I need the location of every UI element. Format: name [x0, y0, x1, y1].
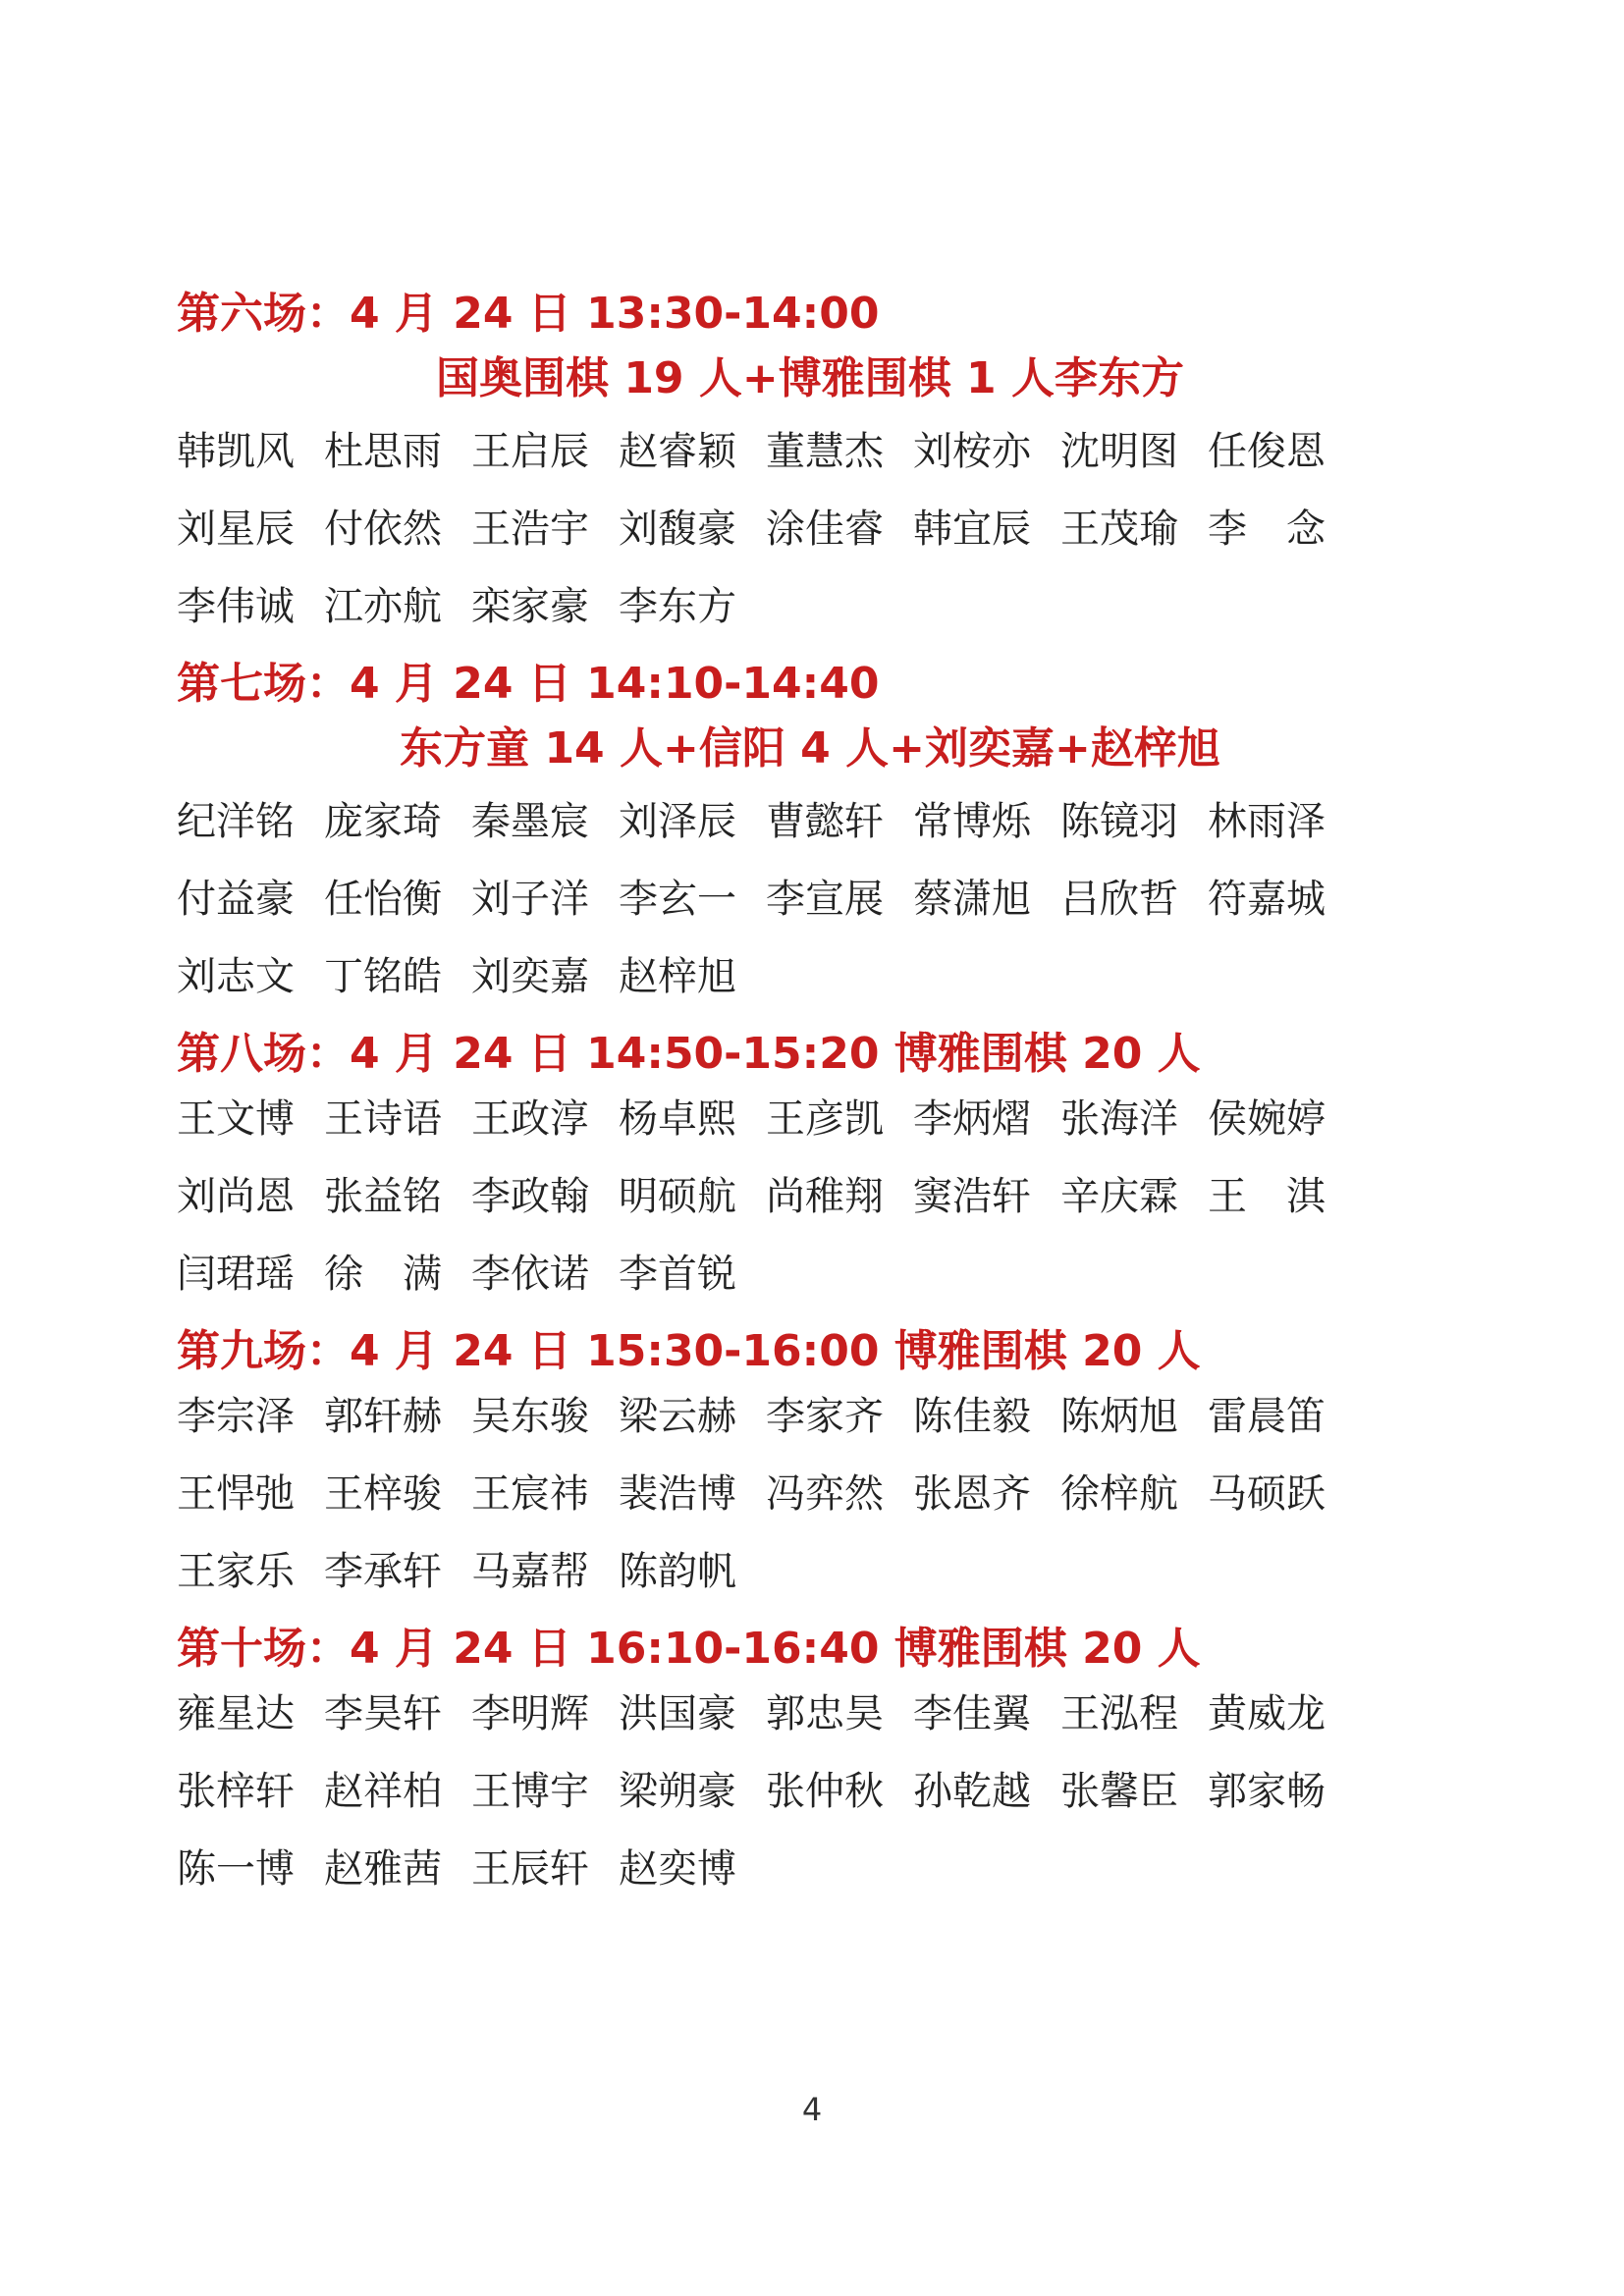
participant-name: 王悍弛 [177, 1471, 295, 1517]
participant-name: 庞家琦 [324, 799, 442, 844]
participant-name: 冯弈然 [766, 1471, 884, 1517]
participant-name: 李家齐 [766, 1394, 884, 1439]
names-row [177, 794, 1443, 872]
participant-name: 刘尚恩 [177, 1174, 295, 1219]
participant-name: 王诗语 [324, 1096, 442, 1142]
participant-name: 李政翰 [471, 1174, 589, 1219]
participant-name: 李首锐 [619, 1252, 736, 1297]
participant-name: 刘泽辰 [619, 799, 736, 844]
names-row [177, 502, 1443, 579]
participant-name: 董慧杰 [766, 429, 884, 474]
participant-name: 杨卓熙 [619, 1096, 736, 1142]
participant-name: 江亦航 [324, 584, 442, 629]
participant-name: 陈佳毅 [913, 1394, 1031, 1439]
participant-name: 任怡衡 [324, 877, 442, 922]
names-row [177, 424, 1443, 502]
participant-name: 郭忠昊 [766, 1691, 884, 1736]
participant-name: 杜思雨 [324, 429, 442, 474]
participant-name: 刘子洋 [471, 877, 589, 922]
participant-name: 李东方 [619, 584, 736, 629]
participant-name: 李昊轩 [324, 1691, 442, 1736]
names-row [177, 949, 1443, 1027]
participant-name: 张恩齐 [913, 1471, 1031, 1517]
participant-name: 李依诺 [471, 1252, 589, 1297]
session-block [177, 657, 1443, 1027]
participant-name: 王家乐 [177, 1549, 295, 1594]
participant-name: 李玄一 [619, 877, 736, 922]
participant-name: 李佳翼 [913, 1691, 1031, 1736]
session-heading: 第八场：4 月 24 日 14:50-15:20 博雅围棋 20 人 [177, 1029, 1201, 1079]
participant-name: 李宣展 [766, 877, 884, 922]
participant-name: 陈炳旭 [1060, 1394, 1178, 1439]
participant-name: 李炳熠 [913, 1096, 1031, 1142]
participant-name: 马嘉帮 [471, 1549, 589, 1594]
schedule-content [177, 287, 1443, 1919]
names-row [177, 1544, 1443, 1622]
participant-name: 赵奕博 [619, 1846, 736, 1892]
participant-name: 赵祥柏 [324, 1769, 442, 1814]
participant-name: 符嘉城 [1208, 877, 1326, 922]
participant-name: 沈明图 [1060, 429, 1178, 474]
participant-name: 赵雅茜 [324, 1846, 442, 1892]
participant-name: 王泓程 [1060, 1691, 1178, 1736]
participant-name: 王启辰 [471, 429, 589, 474]
participant-name: 刘馥豪 [619, 507, 736, 552]
participant-name: 梁朔豪 [619, 1769, 736, 1814]
names-row [177, 1764, 1443, 1842]
participant-name: 黄威龙 [1208, 1691, 1326, 1736]
participant-name: 吴东骏 [471, 1394, 589, 1439]
names-row [177, 1467, 1443, 1544]
participant-name: 栾家豪 [471, 584, 589, 629]
participant-name: 郭家畅 [1208, 1769, 1326, 1814]
session-heading: 第七场：4 月 24 日 14:10-14:40 [177, 659, 880, 709]
participant-name: 张馨臣 [1060, 1769, 1178, 1814]
participant-name: 丁铭皓 [324, 954, 442, 999]
participant-name: 裴浩博 [619, 1471, 736, 1517]
session-block [177, 1027, 1443, 1324]
participant-name: 陈韵帆 [619, 1549, 736, 1594]
participant-name: 王宸祎 [471, 1471, 589, 1517]
participant-name: 曹懿轩 [766, 799, 884, 844]
participant-name: 王辰轩 [471, 1846, 589, 1892]
participant-name: 李承轩 [324, 1549, 442, 1594]
session-subheading: 国奥围棋 19 人+博雅围棋 1 人李东方 [436, 353, 1184, 403]
participant-name: 李明辉 [471, 1691, 589, 1736]
names-row [177, 579, 1443, 657]
participant-name: 尚稚翔 [766, 1174, 884, 1219]
participant-name: 赵梓旭 [619, 954, 736, 999]
participant-name: 明硕航 [619, 1174, 736, 1219]
participant-name: 王彦凯 [766, 1096, 884, 1142]
participant-name: 雍星达 [177, 1691, 295, 1736]
names-row [177, 872, 1443, 949]
participant-name: 韩凯风 [177, 429, 295, 474]
participant-name: 孙乾越 [913, 1769, 1031, 1814]
session-subheading: 东方童 14 人+信阳 4 人+刘奕嘉+赵梓旭 [400, 723, 1220, 774]
page-number: 4 [801, 2091, 823, 2128]
participant-name: 张梓轩 [177, 1769, 295, 1814]
participant-name: 梁云赫 [619, 1394, 736, 1439]
names-row [177, 1842, 1443, 1919]
participant-name: 窦浩轩 [913, 1174, 1031, 1219]
participant-name: 李宗泽 [177, 1394, 295, 1439]
participant-name: 林雨泽 [1208, 799, 1326, 844]
participant-name: 王 淇 [1208, 1174, 1326, 1219]
session-block [177, 1324, 1443, 1622]
participant-name: 张益铭 [324, 1174, 442, 1219]
participant-name: 刘奕嘉 [471, 954, 589, 999]
participant-name: 徐梓航 [1060, 1471, 1178, 1517]
participant-name: 常博烁 [913, 799, 1031, 844]
participant-name: 纪洋铭 [177, 799, 295, 844]
participant-name: 刘星辰 [177, 507, 295, 552]
participant-name: 洪国豪 [619, 1691, 736, 1736]
participant-name: 任俊恩 [1208, 429, 1326, 474]
names-row [177, 1247, 1443, 1324]
session-heading: 第九场：4 月 24 日 15:30-16:00 博雅围棋 20 人 [177, 1326, 1201, 1376]
participant-name: 王浩宇 [471, 507, 589, 552]
participant-name: 张海洋 [1060, 1096, 1178, 1142]
participant-name: 徐 满 [324, 1252, 442, 1297]
participant-name: 侯婉婷 [1208, 1096, 1326, 1142]
participant-name: 付依然 [324, 507, 442, 552]
names-row [177, 1686, 1443, 1764]
participant-name: 吕欣哲 [1060, 877, 1178, 922]
names-row [177, 1169, 1443, 1247]
participant-name: 王政淳 [471, 1096, 589, 1142]
names-row [177, 1092, 1443, 1169]
participant-name: 韩宜辰 [913, 507, 1031, 552]
participant-name: 马硕跃 [1208, 1471, 1326, 1517]
participant-name: 雷晨笛 [1208, 1394, 1326, 1439]
session-block [177, 1622, 1443, 1919]
participant-name: 郭轩赫 [324, 1394, 442, 1439]
session-block [177, 287, 1443, 657]
participant-name: 秦墨宸 [471, 799, 589, 844]
participant-name: 蔡潇旭 [913, 877, 1031, 922]
participant-name: 赵睿颖 [619, 429, 736, 474]
participant-name: 辛庆霖 [1060, 1174, 1178, 1219]
participant-name: 陈一博 [177, 1846, 295, 1892]
participant-name: 涂佳睿 [766, 507, 884, 552]
participant-name: 张仲秋 [766, 1769, 884, 1814]
participant-name: 付益豪 [177, 877, 295, 922]
participant-name: 刘志文 [177, 954, 295, 999]
participant-name: 刘桉亦 [913, 429, 1031, 474]
names-row [177, 1389, 1443, 1467]
participant-name: 王博宇 [471, 1769, 589, 1814]
participant-name: 李伟诚 [177, 584, 295, 629]
participant-name: 王梓骏 [324, 1471, 442, 1517]
participant-name: 王文博 [177, 1096, 295, 1142]
session-heading: 第十场：4 月 24 日 16:10-16:40 博雅围棋 20 人 [177, 1624, 1201, 1674]
session-heading: 第六场：4 月 24 日 13:30-14:00 [177, 289, 880, 339]
participant-name: 闫珺瑶 [177, 1252, 295, 1297]
participant-name: 陈镜羽 [1060, 799, 1178, 844]
participant-name: 王茂瑜 [1060, 507, 1178, 552]
participant-name: 李 念 [1208, 507, 1326, 552]
